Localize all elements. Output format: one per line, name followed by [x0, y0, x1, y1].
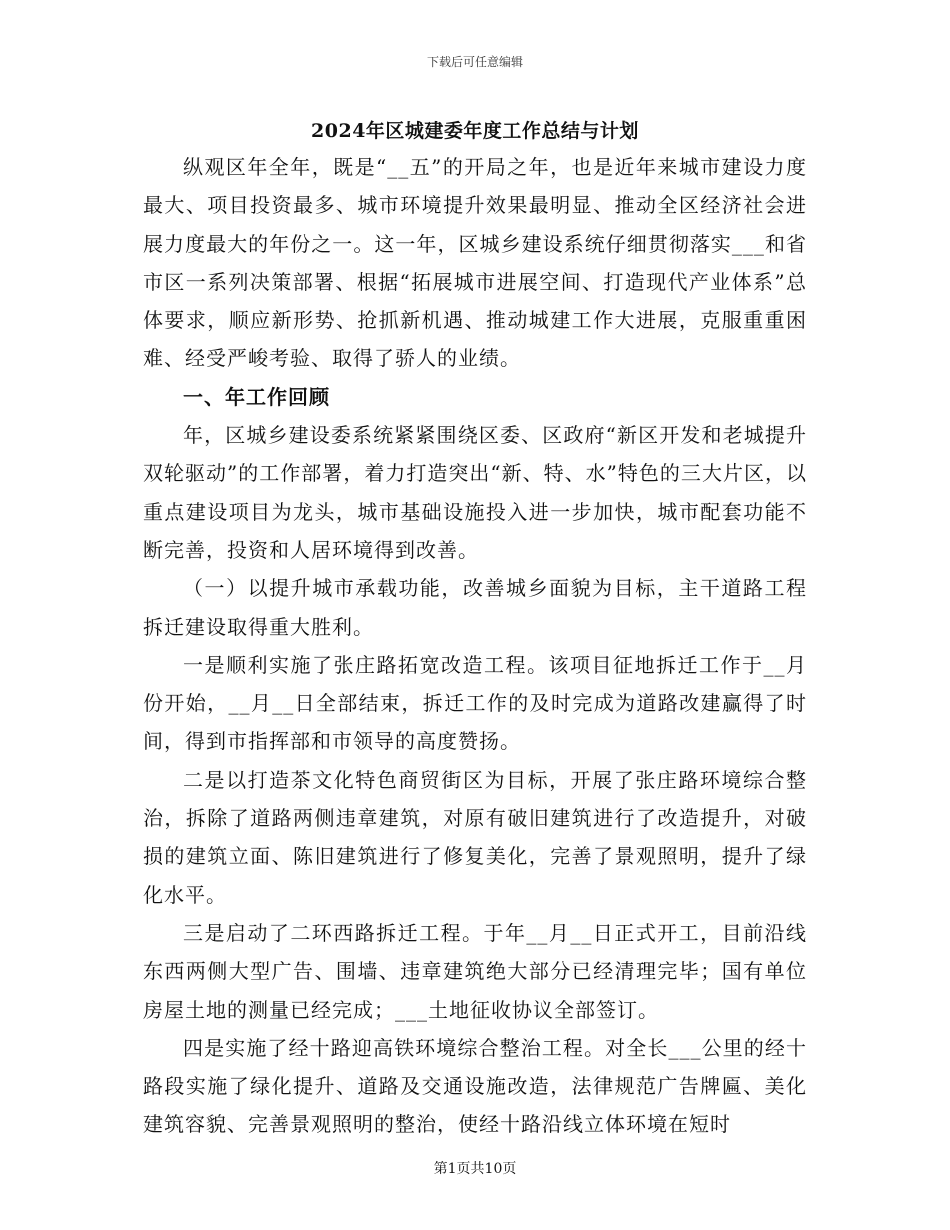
document-body [143, 148, 807, 1144]
section-heading: 一、年工作回顾 [183, 384, 330, 409]
document-title: 2024年区城建委年度工作总结与计划 [311, 120, 639, 142]
paragraph-item-three: 三是启动了二环西路拆迁工程。于年__月__日正式开工，目前沿线东西两侧大型广告、围墙、违章建筑绝大部分已经清理完毕；国有单位房屋土地的测量已经完成；___土地征收协议全部签订。 [143, 920, 807, 1022]
paragraph-item-four: 四是实施了经十路迎高铁环境综合整治工程。对全长___公里的经十路段实施了绿化提升、道路及交通设施改造，法律规范广告牌匾、美化建筑容貌、完善景观照明的整治，使经十路沿线立体环境在短时 [143, 1035, 807, 1137]
paragraph-item-two: 二是以打造茶文化特色商贸街区为目标，开展了张庄路环境综合整治，拆除了道路两侧违章建筑，对原有破旧建筑进行了改造提升，对破损的建筑立面、陈旧建筑进行了修复美化，完善了景观照明，提升了绿化水平。 [143, 767, 807, 907]
subsection-heading: （一）以提升城市承载功能，改善城乡面貌为目标，主干道路工程拆迁建设取得重大胜利。 [143, 576, 807, 639]
paragraph-review: 年，区城乡建设委系统紧紧围绕区委、区政府“新区开发和老城提升双轮驱动”的工作部署，着力打造突出“新、特、水”特色的三大片区，以重点建设项目为龙头，城市基础设施投入进一步加快，城市配套功能不断完善，投资和人居环境得到改善。 [143, 423, 807, 562]
page-number: 第1页共10页 [433, 1161, 517, 1177]
paragraph-intro: 纵观区年全年，既是“__五”的开局之年，也是近年来城市建设力度最大、项目投资最多、城市环境提升效果最明显、推动全区经济社会进展力度最大的年份之一。这一年，区城乡建设系统仔细贯彻落实___和省市区一系列决策部署、根据“拓展城市进展空间、打造现代产业体系”总体要求，顺应新形势、抢抓新机遇、推动城建工作大进展，克服重重困难、经受严峻考验、取得了骄人的业绩。 [143, 155, 807, 371]
paragraph-item-one: 一是顺利实施了张庄路拓宽改造工程。该项目征地拆迁工作于__月份开始，__月__日全部结束，拆迁工作的及时完成为道路改建赢得了时间，得到市指挥部和市领导的高度赞扬。 [143, 652, 807, 754]
page-header-note: 下载后可任意编辑 [426, 55, 523, 69]
